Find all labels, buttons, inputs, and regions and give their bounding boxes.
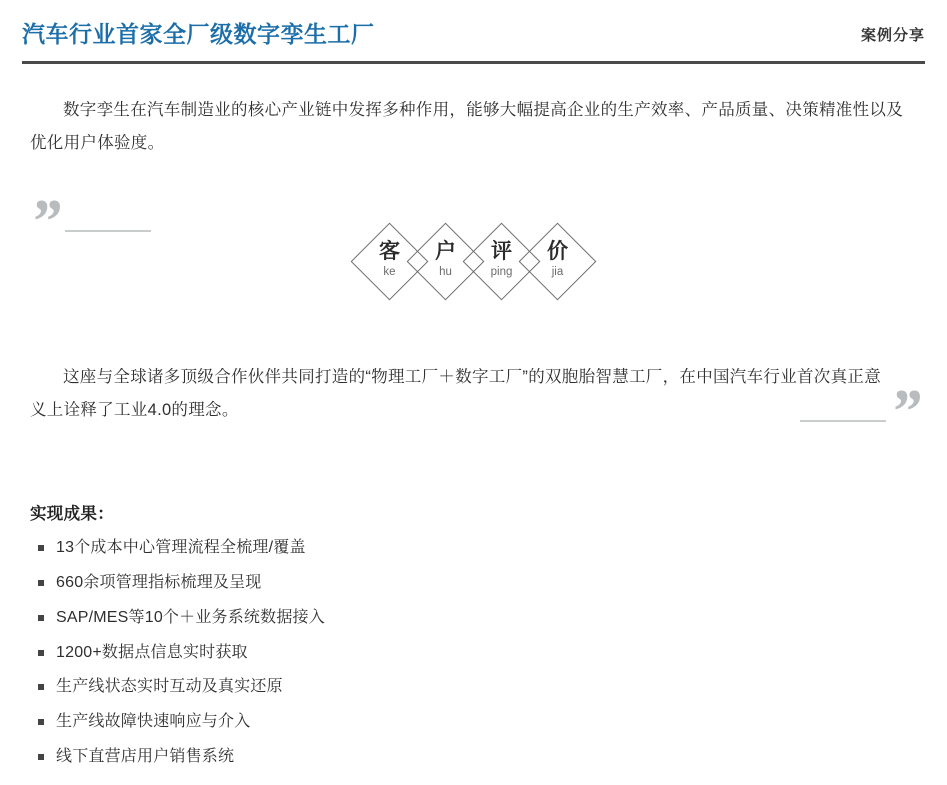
badge-character: 评 xyxy=(491,240,512,264)
badge-character: 户 xyxy=(435,240,456,264)
header-divider xyxy=(22,61,925,64)
badge-labels xyxy=(379,241,400,281)
square-bullet-icon xyxy=(38,615,44,621)
list-item xyxy=(30,573,917,594)
list-item xyxy=(30,643,917,664)
results-section xyxy=(30,500,917,768)
badge-character: 客 xyxy=(379,240,400,264)
badge-pinyin: ke xyxy=(383,266,396,279)
list-item xyxy=(30,538,917,559)
results-heading: 实现成果： xyxy=(30,505,114,524)
list-item xyxy=(30,712,917,733)
header xyxy=(0,0,947,55)
list-item-label: 13个成本中心管理流程全梳理/覆盖 xyxy=(56,539,306,557)
badge-character: 价 xyxy=(547,240,568,264)
list-item xyxy=(30,608,917,629)
list-item-label: 1200+数据点信息实时获取 xyxy=(56,643,248,661)
badge-labels xyxy=(547,241,568,281)
customer-review-badges xyxy=(0,222,947,300)
badge-pinyin: hu xyxy=(439,266,452,279)
badge-labels xyxy=(491,241,513,281)
badge-pinyin: jia xyxy=(551,266,564,279)
square-bullet-icon xyxy=(38,684,44,690)
list-item xyxy=(30,747,917,768)
customer-review-block xyxy=(0,188,947,494)
results-list xyxy=(30,538,917,768)
list-item-label: 生产线状态实时互动及真实还原 xyxy=(56,678,283,696)
quote-open-icon: ” xyxy=(30,188,61,257)
square-bullet-icon xyxy=(38,754,44,760)
customer-review-text: 这座与全球诸多顶级合作伙伴共同打造的“物理工厂＋数字工厂”的双胞胎智慧工厂，在中国汽车行业首次真正意义上诠释了工业4.0的理念。 xyxy=(30,367,881,419)
quote-close-icon: ” xyxy=(890,378,921,447)
list-item-label: 线下直营店用户销售系统 xyxy=(56,748,235,766)
square-bullet-icon xyxy=(38,719,44,725)
quote-close-decoration xyxy=(800,378,921,447)
badge-pinyin: ping xyxy=(490,266,513,279)
square-bullet-icon xyxy=(38,545,44,551)
list-item-label: 生产线故障快速响应与介入 xyxy=(56,713,251,731)
list-item-label: 660余项管理指标梳理及呈现 xyxy=(56,574,262,592)
quote-close-rule xyxy=(800,420,886,422)
list-item-label: SAP/MES等10个＋业务系统数据接入 xyxy=(56,608,325,626)
header-category-tag: 案例分享 xyxy=(860,27,925,45)
list-item xyxy=(30,677,917,698)
page-title: 汽车行业首家全厂级数字孪生工厂 xyxy=(22,21,375,47)
square-bullet-icon xyxy=(38,650,44,656)
badge-diamond xyxy=(519,222,597,300)
square-bullet-icon xyxy=(38,580,44,586)
badge-labels xyxy=(435,241,456,281)
intro-paragraph: 数字孪生在汽车制造业的核心产业链中发挥多种作用，能够大幅提高企业的生产效率、产品质量、决策精准性以及优化用户体验度。 xyxy=(30,101,903,153)
